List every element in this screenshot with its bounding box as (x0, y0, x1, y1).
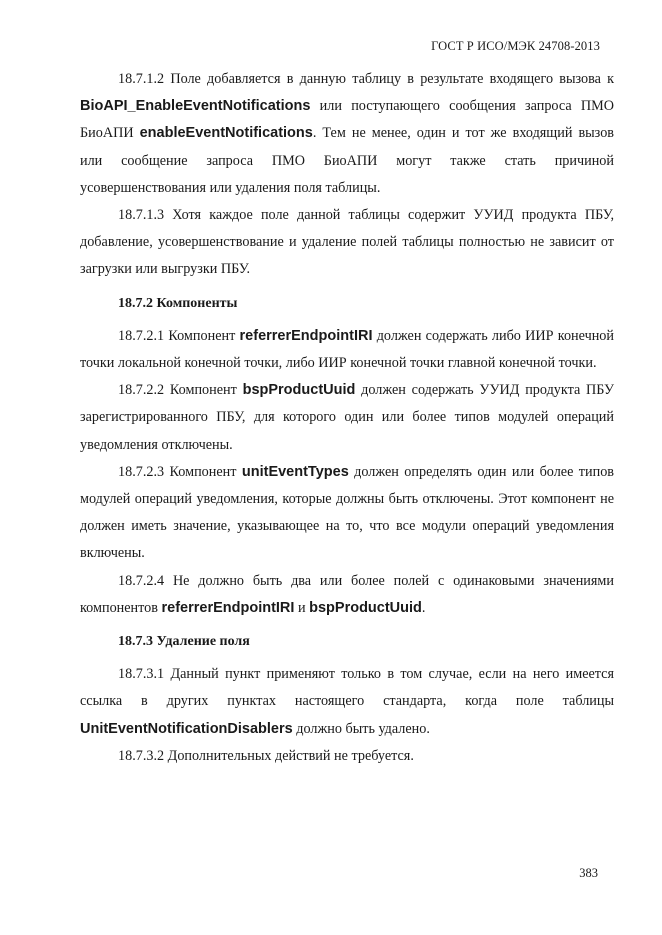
code-term: enableEventNotifications (139, 125, 313, 142)
text: 18.7.2.2 Компонент (118, 382, 243, 399)
paragraph-18-7-2-3 (80, 459, 614, 568)
paragraph-18-7-3-2: 18.7.3.2 Дополнительных действий не требуется. (118, 747, 414, 764)
code-term: unitEventTypes (241, 463, 349, 480)
text: 18.7.2.3 Компонент (118, 463, 242, 480)
text: . (421, 599, 426, 616)
text: должно быть удалено. (292, 720, 430, 737)
code-term: referrerEndpointIRI (239, 327, 373, 344)
text: 18.7.2.1 Компонент (118, 327, 240, 344)
code-term: BioAPI_EnableEventNotifications (80, 98, 311, 115)
text: должен содержать УУИД продукта ПБУ зарегистрированного ПБУ, для которого один или более типов модулей операций уведомления отключены. (80, 382, 614, 453)
text: и (294, 599, 310, 616)
code-term: UnitEventNotificationDisablers (80, 720, 293, 737)
text: 18.7.1.2 Поле добавляется в данную таблицу в результате входящего вызова к (118, 71, 614, 87)
paragraph-18-7-2-1 (80, 323, 614, 377)
code-term: bspProductUuid (309, 599, 422, 616)
section-heading-18-7-2: 18.7.2 Компоненты (118, 295, 238, 311)
code-term: referrerEndpointIRI (161, 599, 295, 616)
text: 18.7.3.1 Данный пункт применяют только в том случае, если на него имеется ссылка в других пунктах настоящего стандарта, когда поле таблицы (80, 666, 614, 710)
paragraph-18-7-2-2 (80, 377, 614, 459)
text: или поступающего сообщения запроса ПМО БиоАПИ (80, 98, 614, 142)
paragraph-18-7-1-2 (80, 66, 614, 202)
page-header: ГОСТ Р ИСО/МЭК 24708-2013 (431, 39, 600, 53)
text: . Тем не менее, один и тот же входящий вызов или сообщение запроса ПМО БиоАПИ могут также стать причиной усовершенствования или удаления поля таблицы. (80, 125, 614, 196)
section-heading-18-7-3: 18.7.3 Удаление поля (118, 634, 250, 650)
paragraph-18-7-2-4 (80, 568, 614, 622)
paragraph-18-7-3-1 (80, 661, 614, 743)
body-text (80, 66, 614, 770)
text: должен определять один или более типов модулей операций уведомления, которые должны быть отключены. Этот компонент не должен иметь значение, указывающее на то, что все модули операций уведомления включены. (80, 463, 614, 562)
text: 18.7.2.4 Не должно быть два или более полей с одинаковыми значениями компонентов (80, 572, 614, 616)
paragraph-18-7-1-3: 18.7.1.3 Хотя каждое поле данной таблицы содержит УУИД продукта ПБУ, добавление, усовершенствование и удаление полей таблицы полностью не зависит от загрузки или выгрузки ПБУ. (80, 207, 614, 278)
page-number: 383 (579, 866, 598, 880)
code-term: bspProductUuid (242, 382, 356, 399)
text: должен содержать либо ИИР конечной точки локальной конечной точки, либо ИИР конечной точки главной конечной точки. (80, 327, 614, 372)
